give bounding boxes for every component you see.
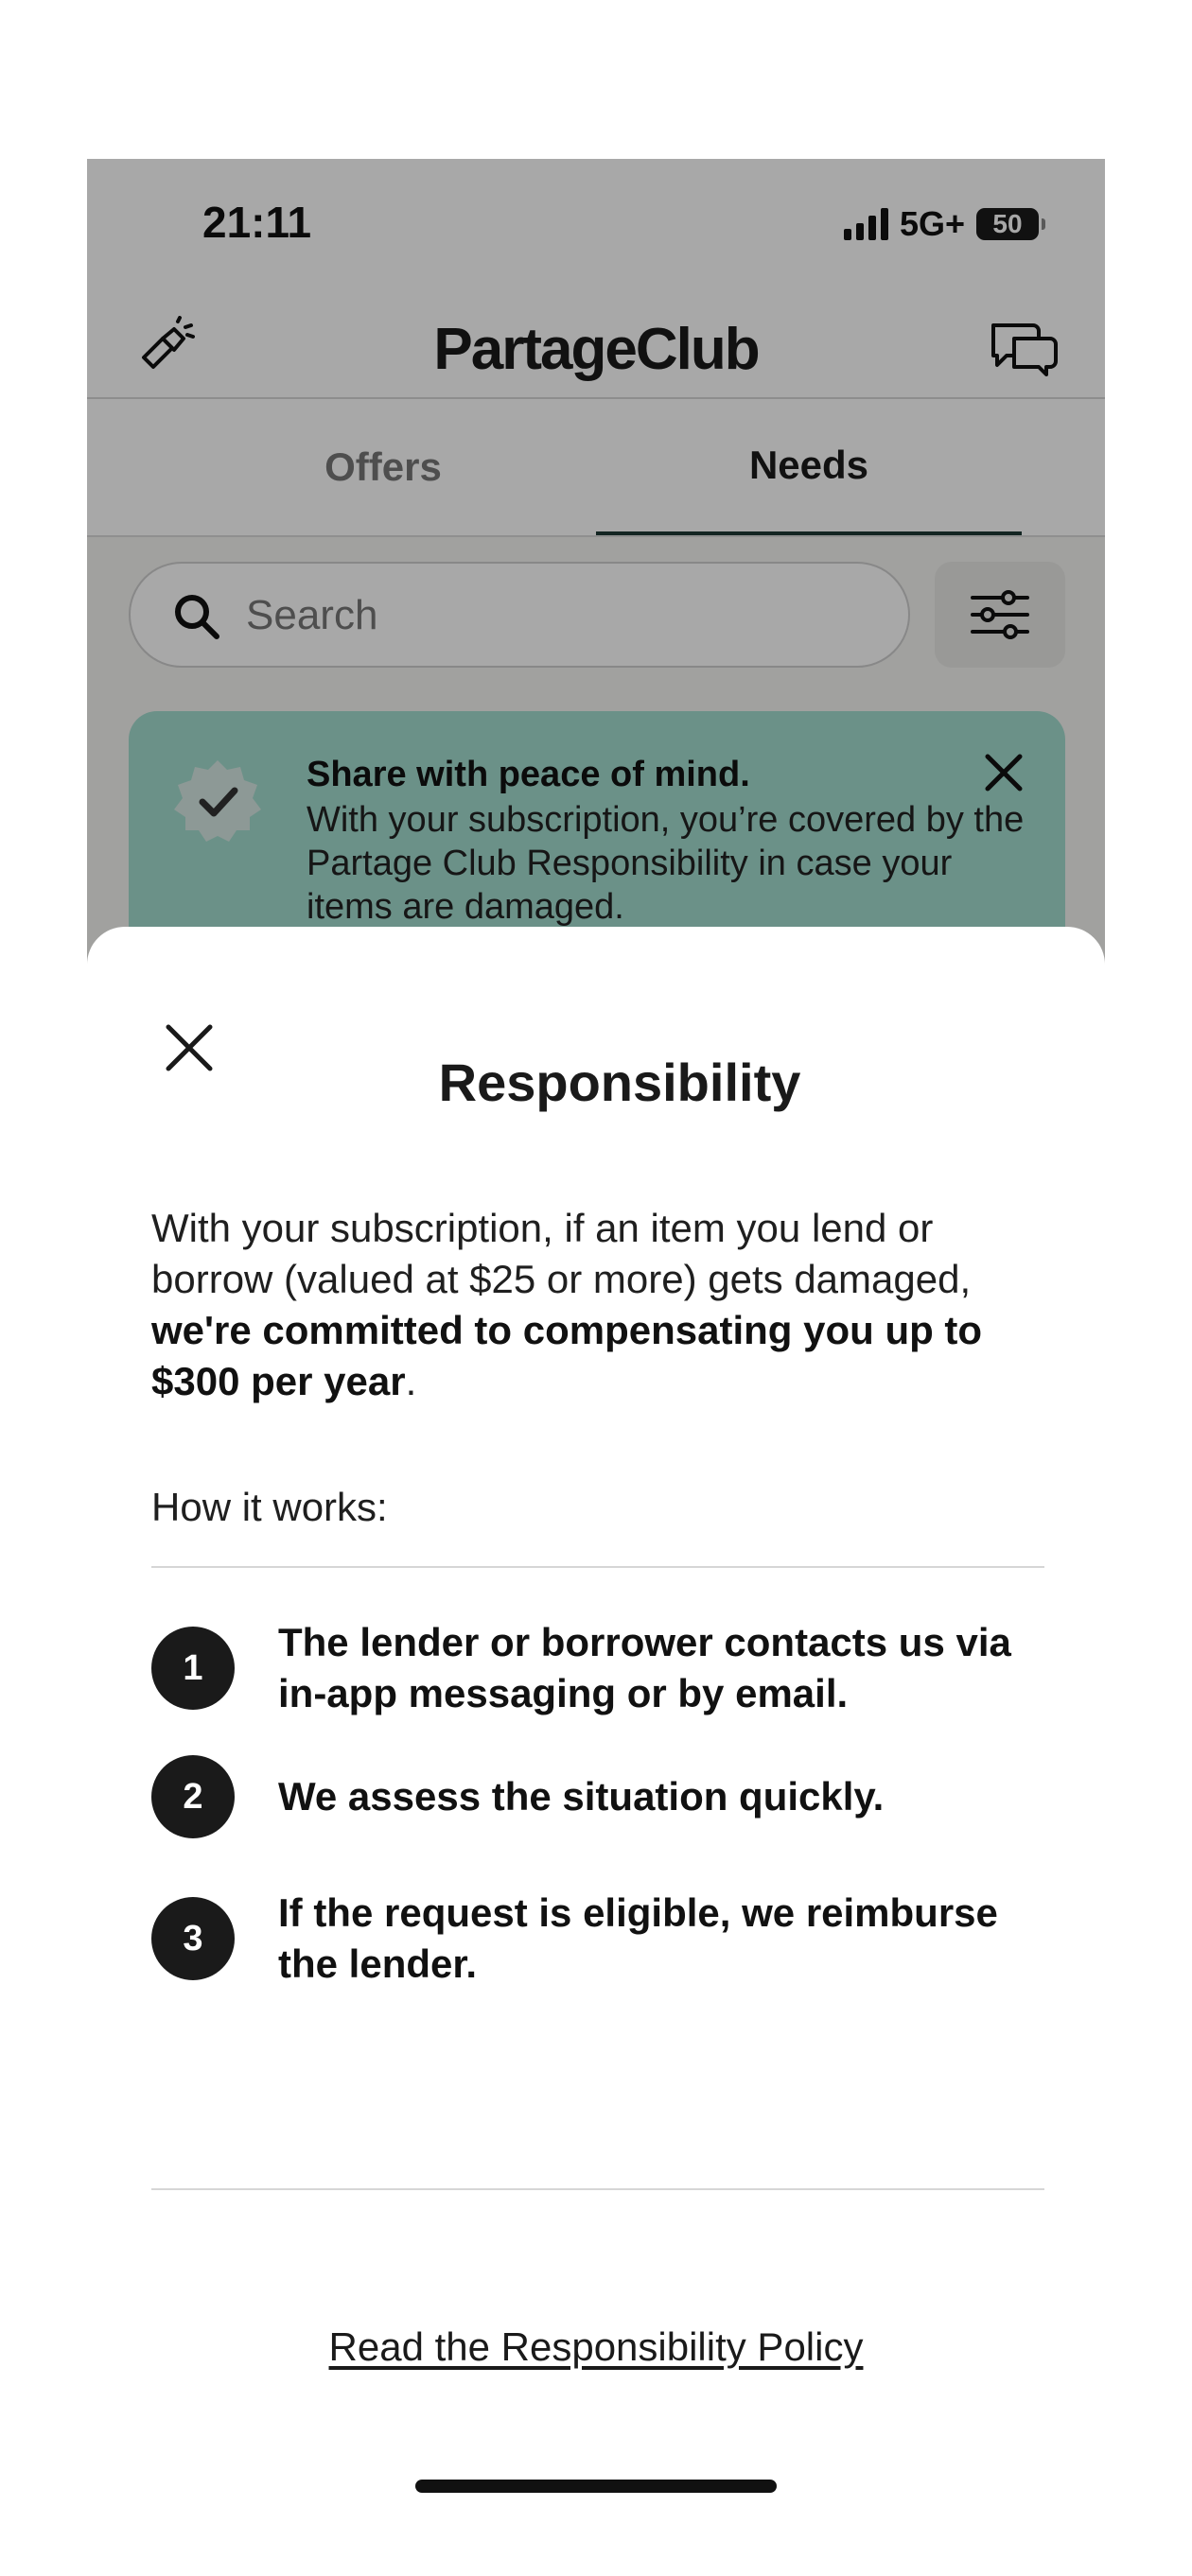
how-it-works-label: How it works: bbox=[151, 1485, 388, 1529]
network-type: 5G+ bbox=[899, 204, 965, 243]
divider bbox=[151, 1566, 1044, 1568]
brand-logo: PartageClub bbox=[433, 317, 759, 382]
sheet-title: Responsibility bbox=[438, 1053, 801, 1112]
step-item bbox=[151, 1617, 1044, 1719]
step-text: We assess the situation quickly. bbox=[278, 1774, 885, 1819]
divider bbox=[151, 2188, 1044, 2190]
tab-needs[interactable]: Needs bbox=[596, 399, 1022, 535]
step-text: If the request is eligible, we reimburse the lender. bbox=[278, 1890, 998, 1986]
banner-text: With your subscription, you’re covered by the Partage Club Responsibility in case your items are damaged. bbox=[307, 800, 1025, 927]
banner-title: Share with peace of mind. bbox=[307, 755, 750, 794]
responsibility-policy-link[interactable]: Read the Responsibility Policy bbox=[328, 2324, 864, 2369]
intro-paragraph bbox=[151, 1203, 1060, 1407]
step-number-badge: 3 bbox=[151, 1897, 235, 1980]
phone-screen bbox=[87, 159, 1105, 2576]
modal-backdrop[interactable] bbox=[87, 159, 1105, 972]
step-number-badge: 1 bbox=[151, 1627, 235, 1710]
step-item bbox=[151, 1888, 1044, 1990]
tab-offers[interactable]: Offers bbox=[324, 444, 442, 489]
intro-text: With your subscription, if an item you lend or borrow (valued at $25 or more) gets damaged, bbox=[151, 1206, 972, 1301]
intro-end: . bbox=[405, 1359, 417, 1403]
step-number-badge: 2 bbox=[151, 1755, 235, 1838]
responsibility-sheet bbox=[87, 927, 1105, 2576]
step-text: The lender or borrower contacts us via in-app messaging or by email. bbox=[278, 1620, 1011, 1715]
intro-bold-text: we're committed to compensating you up to $300 per year bbox=[151, 1308, 983, 1403]
step-item bbox=[151, 1755, 1044, 1838]
status-time: 21:11 bbox=[202, 198, 312, 247]
battery-level: 50 bbox=[992, 209, 1023, 238]
home-indicator[interactable] bbox=[415, 2480, 777, 2493]
